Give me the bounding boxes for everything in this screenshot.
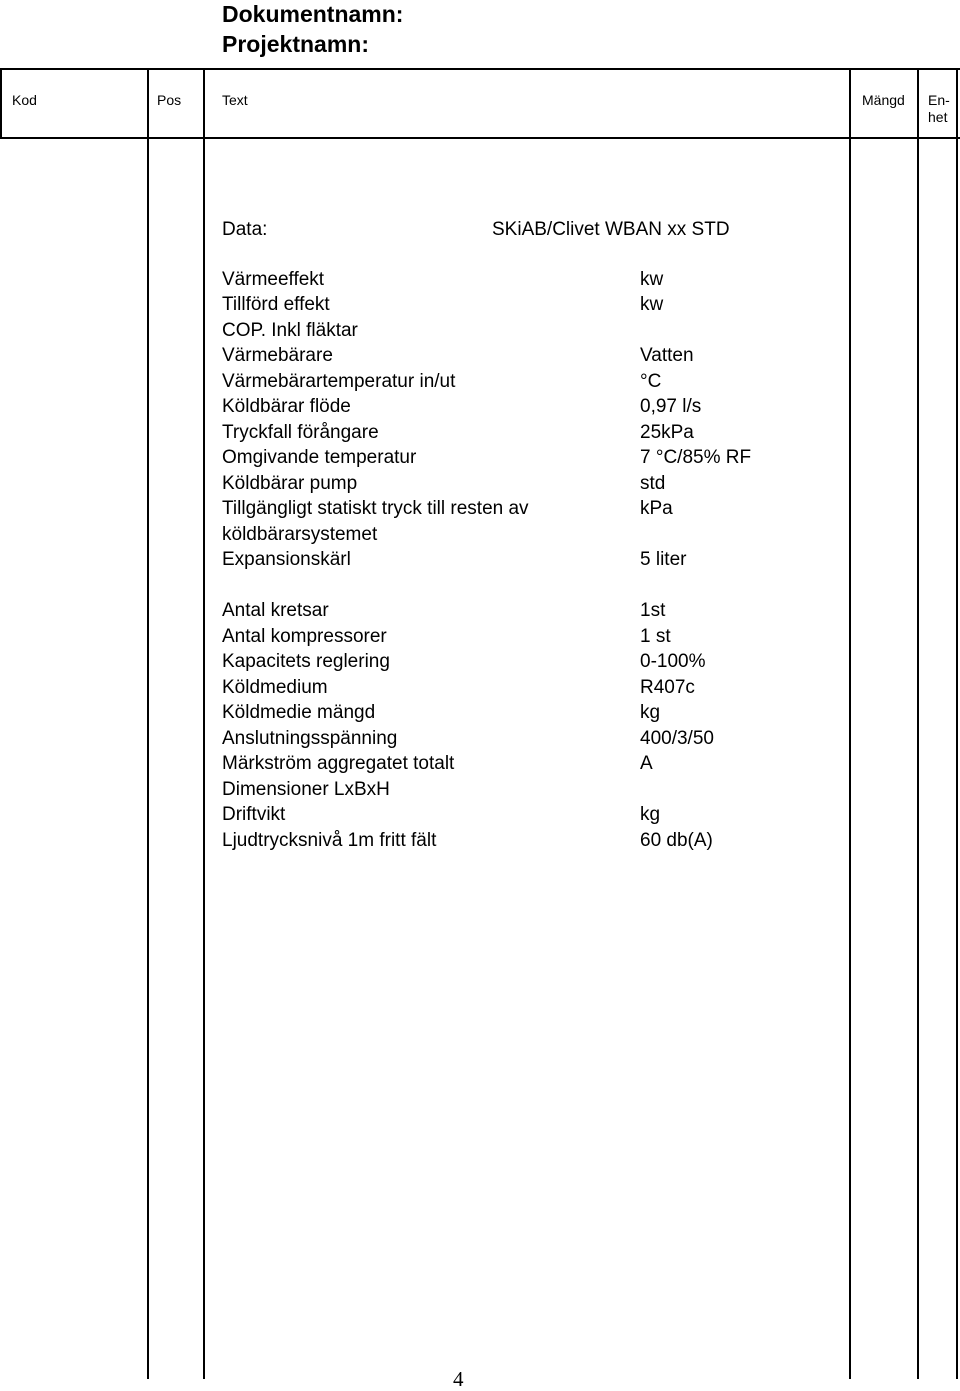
spec-row: [222, 292, 782, 317]
spec-label: Köldbärar flöde: [222, 396, 351, 417]
spec-value: kg: [640, 804, 661, 825]
table-top-border: [0, 68, 960, 70]
spec-value: std: [640, 473, 666, 494]
spec-row: [222, 649, 782, 674]
column-divider-kod: [147, 68, 149, 1379]
spec-label: Antal kretsar: [222, 600, 329, 621]
spec-label: köldbärarsystemet: [222, 524, 378, 545]
spec-label: Ljudtrycksnivå 1m fritt fält: [222, 830, 437, 851]
spec-label: Dimensioner LxBxH: [222, 779, 390, 800]
spec-row: [222, 343, 782, 368]
page-number: 4: [453, 1367, 464, 1391]
spec-value: 25kPa: [640, 422, 694, 443]
spec-row: [222, 802, 782, 827]
header-text: Text: [222, 92, 248, 108]
header-enhet-line1: En-: [928, 92, 950, 108]
spec-row: [222, 318, 782, 343]
spec-label: Köldmedie mängd: [222, 702, 376, 723]
spec-label: Värmebärartemperatur in/ut: [222, 371, 456, 392]
spec-value: 1st: [640, 600, 666, 621]
spec-row: [222, 700, 782, 725]
spec-label: Värmeeffekt: [222, 269, 325, 290]
spec-label: Anslutningsspänning: [222, 728, 398, 749]
spec-row: [222, 420, 782, 445]
header-pos: Pos: [157, 92, 182, 108]
spec-value: kw: [640, 269, 664, 290]
spec-row: [222, 777, 782, 802]
spec-value: A: [640, 753, 653, 774]
spec-label: Märkström aggregatet totalt: [222, 753, 455, 774]
spec-label: Omgivande temperatur: [222, 447, 417, 468]
spec-row: [222, 496, 782, 521]
column-divider-pos: [203, 68, 205, 1379]
spec-value: 60 db(A): [640, 830, 713, 851]
spec-label: Expansionskärl: [222, 549, 351, 570]
spec-value: 1 st: [640, 626, 671, 647]
spec-value: 0,97 l/s: [640, 396, 702, 417]
spec-row: [222, 522, 782, 547]
data-heading-value: SKiAB/Clivet WBAN xx STD: [492, 219, 730, 240]
column-divider-text: [849, 68, 851, 1379]
spec-row: [222, 726, 782, 751]
spec-label: Köldmedium: [222, 677, 328, 698]
header-bottom-border: [0, 137, 960, 139]
spec-value: 400/3/50: [640, 728, 714, 749]
table-left-border: [0, 68, 2, 139]
project-name-label: Projektnamn:: [222, 31, 369, 57]
spec-label: Tillgängligt statiskt tryck till resten av: [222, 498, 529, 519]
spec-row: [222, 369, 782, 394]
data-heading-label: Data:: [222, 219, 268, 240]
header-kod: Kod: [12, 92, 37, 108]
spec-value: °C: [640, 371, 662, 392]
spec-label: Driftvikt: [222, 804, 286, 825]
spec-value: kw: [640, 294, 664, 315]
spec-row: [222, 598, 782, 623]
spec-row: [222, 751, 782, 776]
spec-label: Värmebärare: [222, 345, 333, 366]
spec-row: [222, 547, 782, 572]
spec-value: 7 °C/85% RF: [640, 447, 752, 468]
spec-value: kg: [640, 702, 661, 723]
spec-row: [222, 394, 782, 419]
spec-label: COP. Inkl fläktar: [222, 320, 358, 341]
document-name-label: Dokumentnamn:: [222, 1, 404, 27]
spec-label: Antal kompressorer: [222, 626, 387, 647]
spec-value: kPa: [640, 498, 673, 519]
spec-value: 0-100%: [640, 651, 706, 672]
spec-row: [222, 471, 782, 496]
spec-value: R407c: [640, 677, 695, 698]
spec-value: 5 liter: [640, 549, 687, 570]
spec-row: [222, 445, 782, 470]
spec-row: [222, 624, 782, 649]
header-mangd: Mängd: [862, 92, 905, 108]
spec-label: Tillförd effekt: [222, 294, 330, 315]
table-right-border: [956, 68, 958, 1379]
spec-row: [222, 267, 782, 292]
spec-label: Kapacitets reglering: [222, 651, 390, 672]
spec-row: [222, 675, 782, 700]
spec-row: [222, 828, 782, 853]
spec-label: Köldbärar pump: [222, 473, 358, 494]
column-divider-mangd: [917, 68, 919, 1379]
spec-label: Tryckfall förångare: [222, 422, 379, 443]
spec-value: Vatten: [640, 345, 694, 366]
header-enhet-line2: het: [928, 109, 948, 125]
